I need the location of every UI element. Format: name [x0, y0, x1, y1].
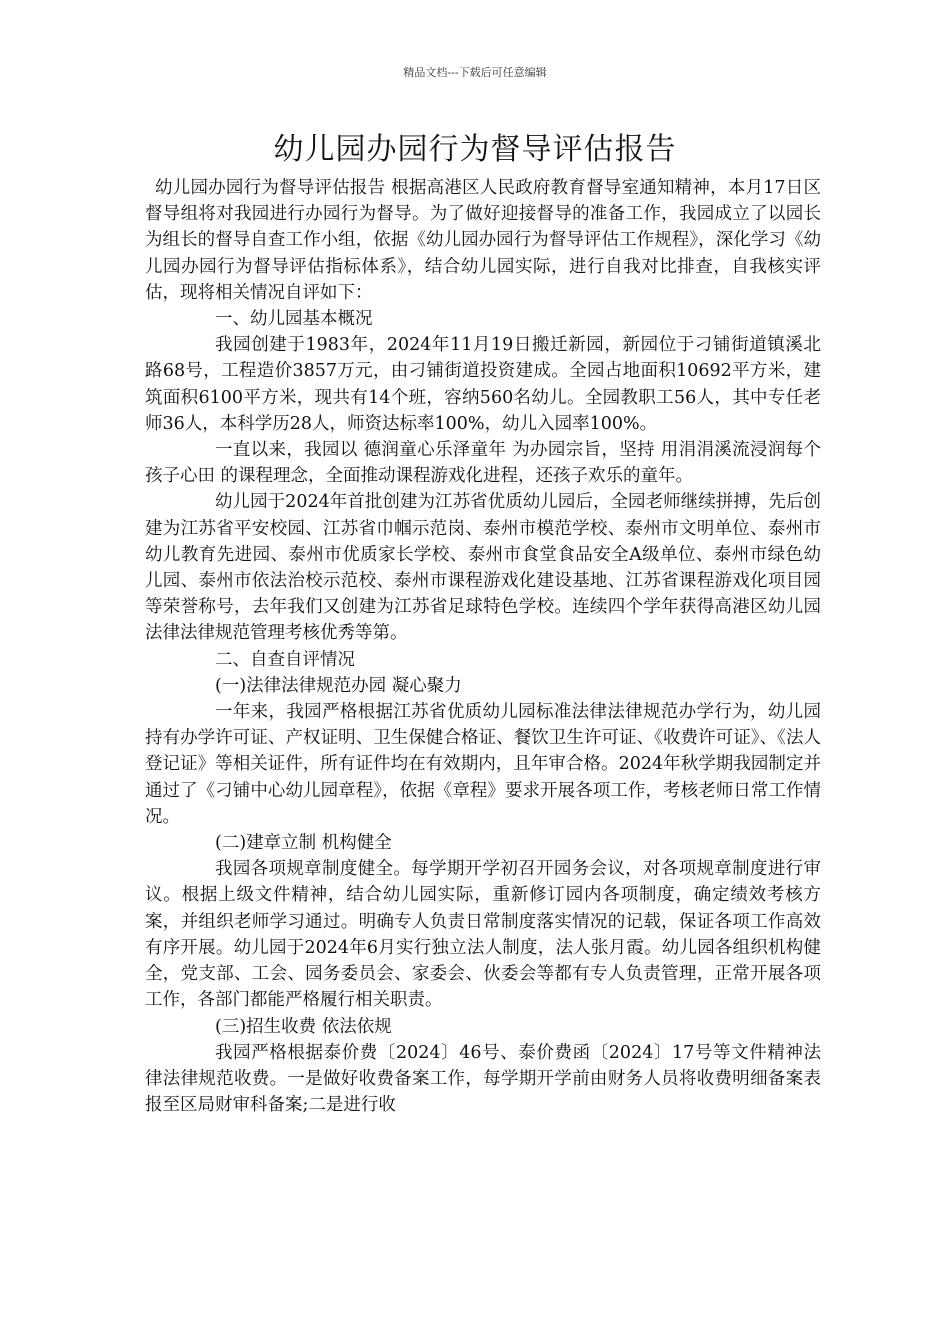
- subsection-heading-rules: (二)建章立制 机构健全: [215, 833, 392, 854]
- body-paragraph: 我园严格根据泰价费〔2024〕46号、泰价费函〔2024〕17号等文件精神法律法律规范收费。一是做好收费备案工作，每学期开学前由财务人员将收费明细备案表报至区局财审科备案;二是进行收: [145, 1042, 821, 1116]
- body-paragraph: 幼儿园于2024年首批创建为江苏省优质幼儿园后，全园老师继续拼搏，先后创建为江苏省平安校园、江苏省巾帼示范岗、泰州市模范学校、泰州市文明单位、泰州市幼儿教育先进园、泰州市优质家长学校、泰州市食堂食品安全A级单位、泰州市绿色幼儿园、泰州市依法治校示范校、泰州市课程游戏化建设基地、江苏省课程游戏化项目园等荣誉称号，去年我们又创建为江苏省足球特色学校。连续四个学年获得高港区幼儿园法律法律规范管理考核优秀等第。: [145, 492, 821, 644]
- body-paragraph: 我园创建于1983年，2024年11月19日搬迁新园，新园位于刁铺街道镇溪北路68号，工程造价3857万元，由刁铺街道投资建成。全园占地面积10692平方米，建筑面积6100平方米，现共有14个班，容纳560名幼儿。全园教职工56人，其中专任老师36人，本科学历28人，师资达标率100%，幼儿入园率100%。: [145, 335, 821, 434]
- intro-paragraph: 幼儿园办园行为督导评估报告 根据高港区人民政府教育督导室通知精神，本月17日区督导组将对我园进行办园行为督导。为了做好迎接督导的准备工作，我园成立了以园长为组长的督导自查工作小组，依据《幼儿园办园行为督导评估工作规程》，深化学习《幼儿园办园行为督导评估指标体系》，结合幼儿园实际，进行自我对比排查，自我核实评估，现将相关情况自评如下：: [145, 178, 821, 303]
- page-header: 精品文档---下载后可任意编辑: [403, 66, 547, 79]
- subsection-heading-legal: (一)法律法律规范办园 凝心聚力: [215, 675, 462, 696]
- document-body: [145, 175, 821, 1118]
- subsection-heading-fees: (三)招生收费 依法依规: [215, 1016, 392, 1037]
- body-paragraph: 一直以来，我园以 德润童心乐泽童年 为办园宗旨，坚持 用涓涓溪流浸润每个孩子心田 的课程理念，全面推动课程游戏化进程，还孩子欢乐的童年。: [145, 440, 821, 487]
- document-title: 幼儿园办园行为督导评估报告: [273, 132, 677, 167]
- section-heading-overview: 一、幼儿园基本概况: [215, 309, 373, 330]
- section-heading-self-assessment: 二、自查自评情况: [215, 649, 355, 670]
- body-paragraph: 一年来，我园严格根据江苏省优质幼儿园标准法律法律规范办学行为，幼儿园持有办学许可证、产权证明、卫生保健合格证、餐饮卫生许可证、《收费许可证》、《法人登记证》等相关证件，所有证件均在有效期内，且年审合格。2024年秋学期我园制定并通过了《刁铺中心幼儿园章程》，依据《章程》要求开展各项工作，考核老师日常工作情况。: [145, 702, 821, 827]
- body-paragraph: 我园各项规章制度健全。每学期开学初召开园务会议，对各项规章制度进行审议。根据上级文件精神，结合幼儿园实际，重新修订园内各项制度，确定绩效考核方案，并组织老师学习通过。明确专人负责日常制度落实情况的记载，保证各项工作高效有序开展。幼儿园于2024年6月实行独立法人制度，法人张月霞。幼儿园各组织机构健全，党支部、工会、园务委员会、家委会、伙委会等都有专人负责管理，正常开展各项工作，各部门都能严格履行相关职责。: [145, 859, 821, 1011]
